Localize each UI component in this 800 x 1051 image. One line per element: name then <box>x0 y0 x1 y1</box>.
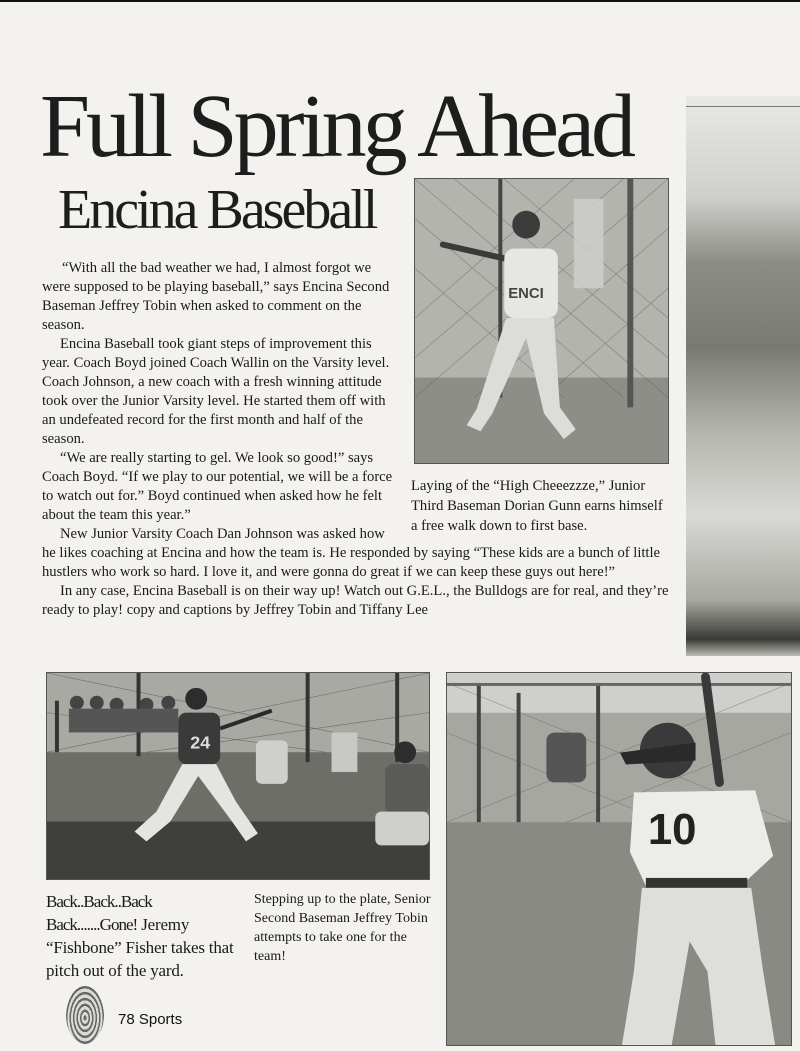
page-headline: Full Spring Ahead <box>40 77 633 176</box>
caption-lead: Back..Back..Back Back.......Gone! <box>46 892 152 934</box>
story-paragraph: he likes coaching at Encina and how the team is. He responded by saying “These kids are a bunch of little hustlers who work so hard. I love it, and were gonna do great if we can keep these guys out here!” <box>42 545 661 580</box>
side-photo-strip <box>686 96 800 656</box>
page-subhead: Encina Baseball <box>58 179 376 241</box>
strip-rule <box>686 106 800 107</box>
story-paragraph: New Junior Varsity Coach Dan Johnson was asked how <box>60 526 385 542</box>
thumbprint-icon <box>66 986 104 1044</box>
story-paragraph: “We are really starting to gel. We look so good!” says Coach Boyd. “If we play to our potential, we will be a force to watch out for.” Boyd continued when asked how he felt about the team this year.” <box>42 450 393 523</box>
br-photo-jersey-number: 10 <box>647 805 697 855</box>
story-paragraph: Encina Baseball took giant steps of improvement this year. Coach Boyd joined Coach Wallin on the Varsity level. Coach Johnson, a new coach with a fresh winning attitude took over the Junior Varsity level. He started them off with an undefeated record for the first month and half of the season. <box>42 336 390 447</box>
story-wide-block <box>42 544 687 620</box>
story-column <box>42 259 400 544</box>
photo-batter-swinging <box>46 672 430 880</box>
bottom-left-caption <box>46 890 246 982</box>
top-photo-jersey-text: ENCI <box>508 286 544 303</box>
bl-photo-jersey-number: 24 <box>190 732 211 753</box>
story-paragraph: “With all the bad weather we had, I almost forgot we were supposed to be playing baseball,” says Encina Second Baseman Jeffrey Tobin when asked to comment on the season. <box>42 260 390 333</box>
story-paragraph: In any case, Encina Baseball is on their way up! Watch out G.E.L., the Bulldogs are for real, and they’re ready to play! copy and captions by Jeffrey Tobin and Tiffany Lee <box>42 583 669 618</box>
photo-batter-taking-walk <box>414 178 669 464</box>
bottom-middle-caption: Stepping up to the plate, Senior Second Baseman Jeffrey Tobin attempts to take one for the team! <box>254 892 431 964</box>
photo-batter-number-ten <box>446 672 792 1046</box>
page-top-edge <box>0 0 800 2</box>
top-photo-caption: Laying of the “High Cheeezzze,” Junior Third Baseman Dorian Gunn earns himself a free walk down to first base. <box>411 478 663 534</box>
caption-body: Jeremy “Fishbone” Fisher takes that pitch out of the yard. <box>46 915 234 980</box>
page-number: 78 Sports <box>118 1011 183 1028</box>
